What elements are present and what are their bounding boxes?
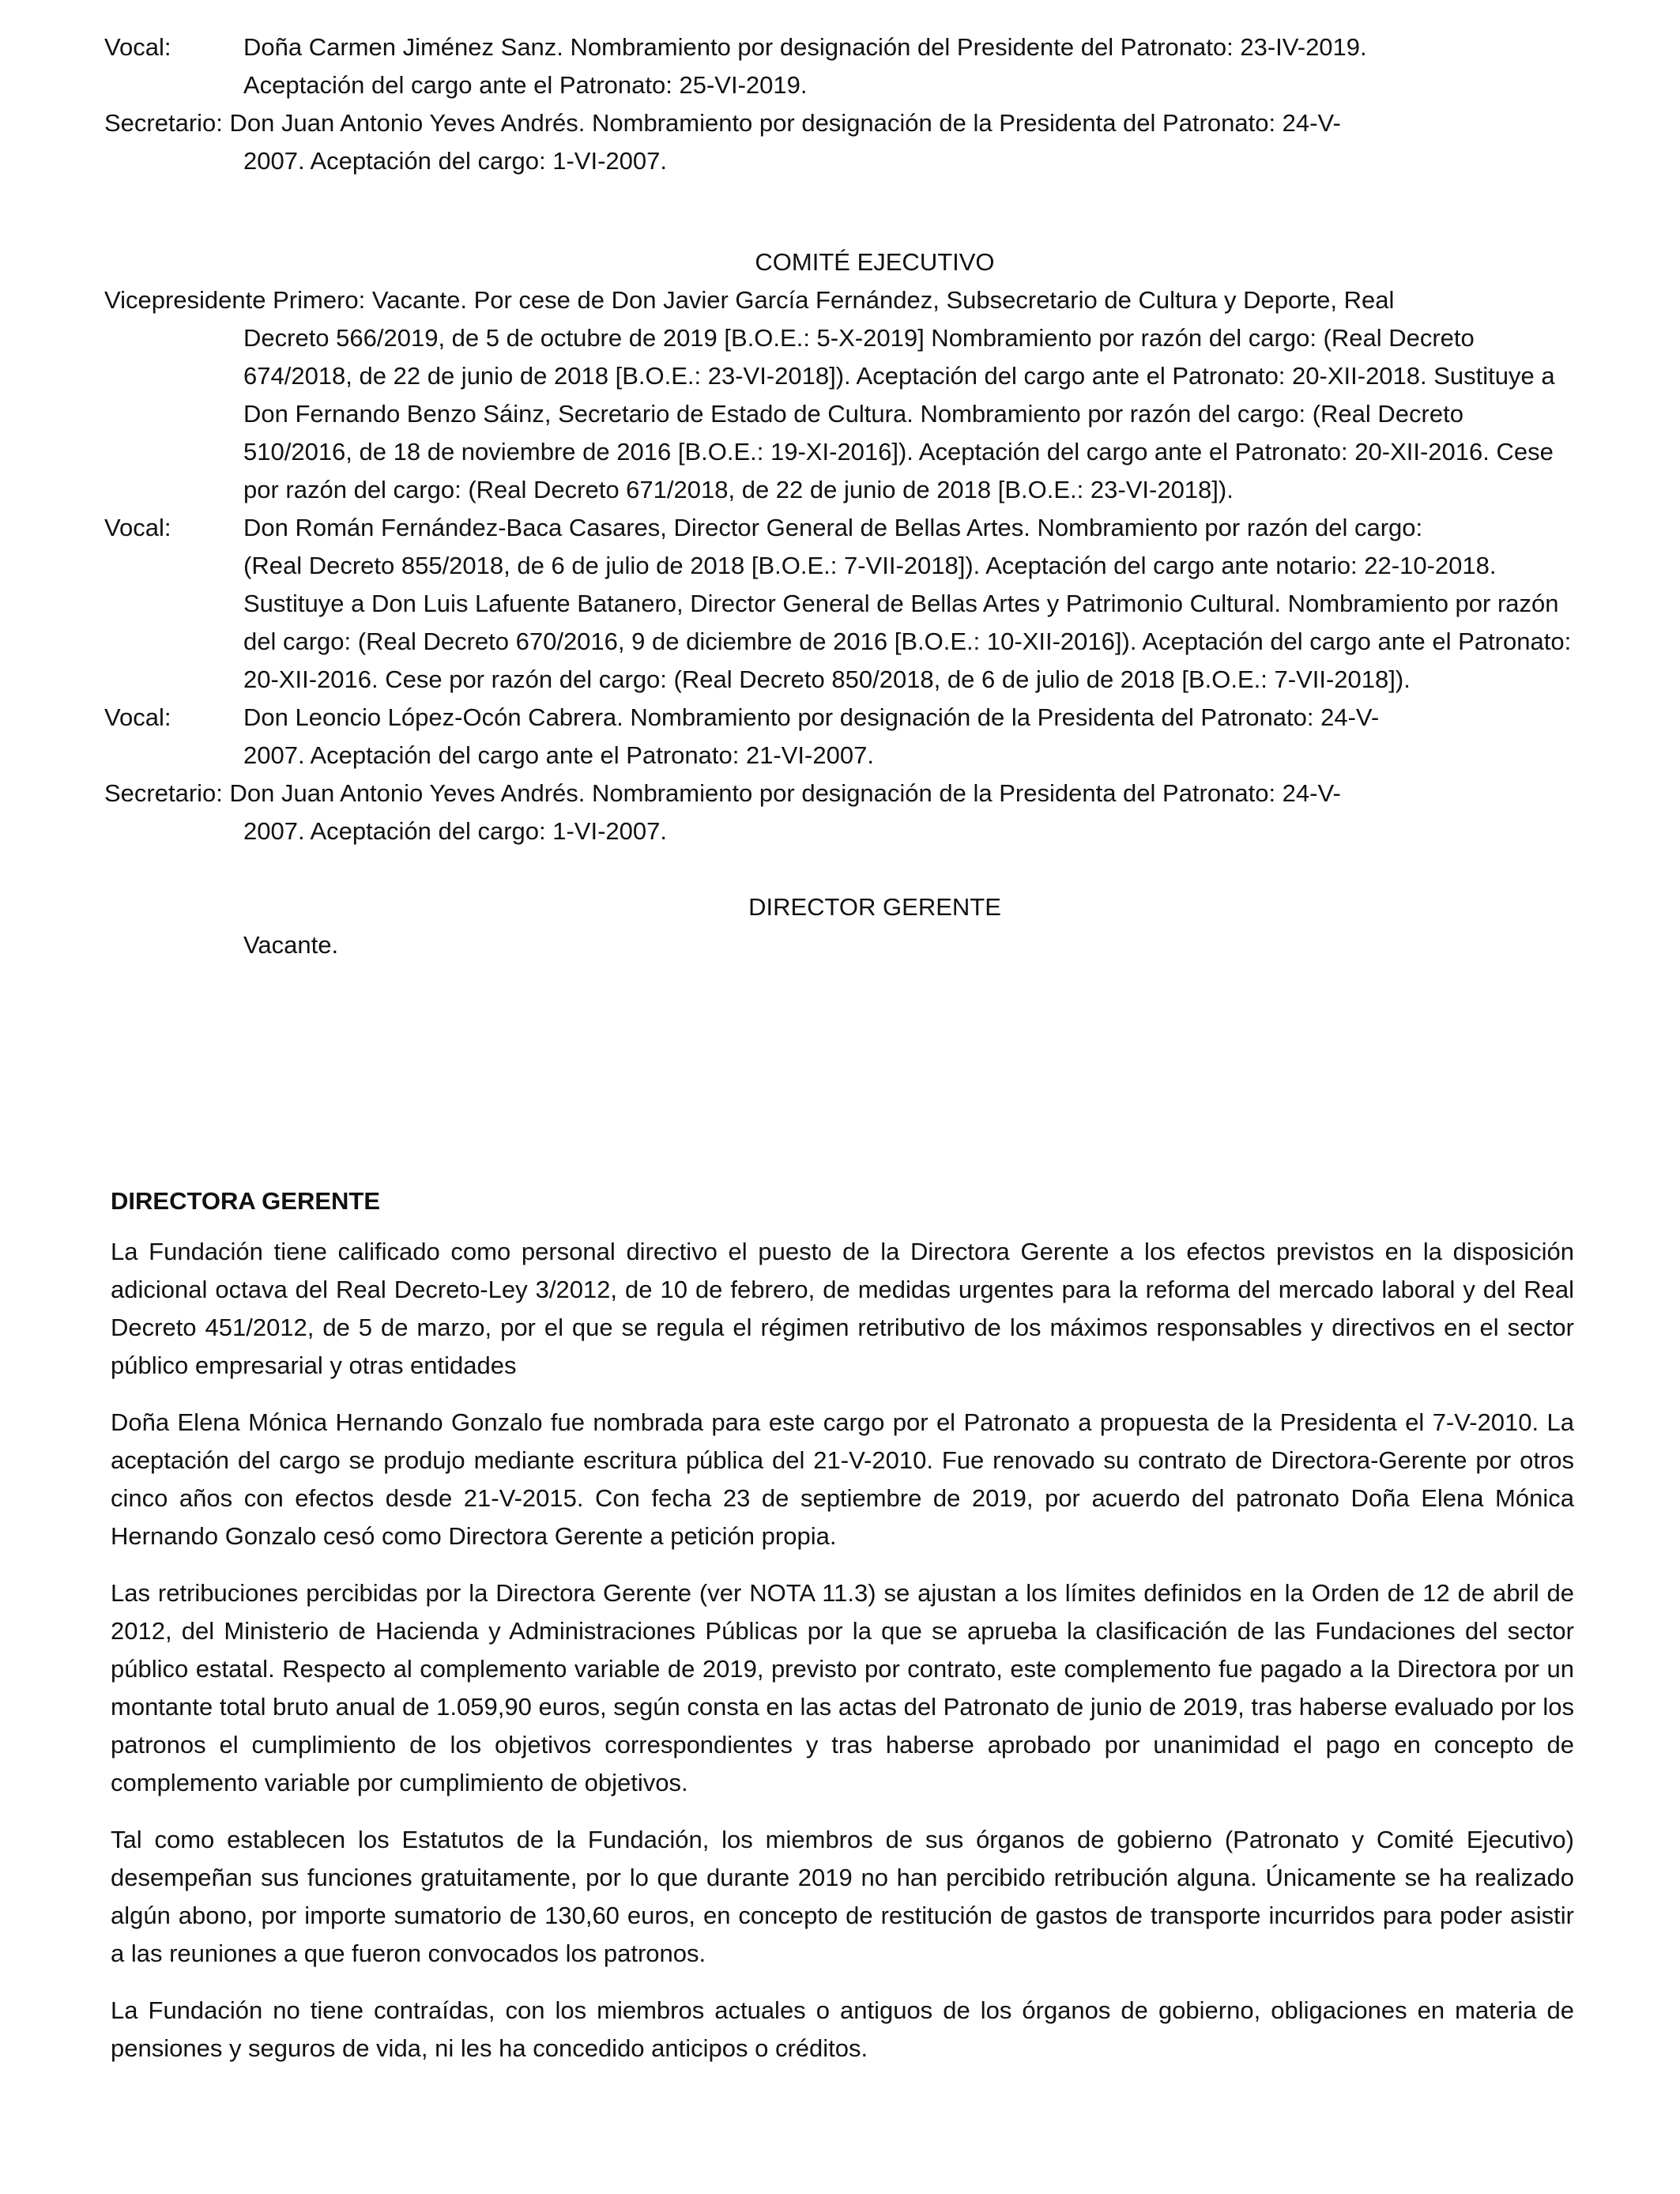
- entry-continuation: 2007. Aceptación del cargo: 1-VI-2007.: [243, 817, 667, 845]
- entry-label: Vocal:: [104, 703, 171, 731]
- entry-label: Vicepresidente Primero:: [104, 286, 366, 314]
- directora-section: [111, 1182, 1574, 2087]
- paragraph: Tal como establecen los Estatutos de la Fundación, los miembros de sus órganos de gobierno (Patronato y Comité Ejecutivo) desempeñan sus funciones gratuitamente, por lo que durante 2019 no han percibido retribución alguna. Únicamente se ha realizado algún abono, por importe sumatorio de 130,60 euros, en concepto de restitución de gastos de transporte incurridos para poder asistir a las reuniones a que fueron convocados los patronos.: [111, 1826, 1574, 1967]
- comite-vocal-entry: [104, 509, 1574, 699]
- comite-vocal-entry: [104, 699, 1574, 775]
- entry-label: Secretario:: [104, 109, 223, 137]
- director-heading: DIRECTOR GERENTE: [748, 893, 1001, 921]
- entry-text: Don Juan Antonio Yeves Andrés. Nombramiento por designación de la Presidenta del Patronato: 24-V-: [229, 779, 1341, 807]
- entry-label: Secretario:: [104, 779, 223, 807]
- director-status: Vacante.: [243, 931, 339, 959]
- entry-label: Vocal:: [104, 514, 171, 541]
- entry-continuation: 2007. Aceptación del cargo ante el Patronato: 21-VI-2007.: [243, 741, 874, 769]
- patronato-vocal-entry: [104, 28, 1574, 104]
- entry-text: Don Román Fernández-Baca Casares, Director General de Bellas Artes. Nombramiento por razón del cargo:: [243, 514, 1423, 541]
- entry-text: Don Leoncio López-Ocón Cabrera. Nombramiento por designación de la Presidenta del Patronato: 24-V-: [243, 703, 1380, 731]
- spacer: [104, 850, 1574, 888]
- comite-vicepresidente-entry: [104, 281, 1574, 509]
- paragraph: Las retribuciones percibidas por la Directora Gerente (ver NOTA 11.3) se ajustan a los límites definidos en la Orden de 12 de abril de 2012, del Ministerio de Hacienda y Administraciones Públicas por la que se aprueba la clasificación de las Fundaciones del sector público estatal. Respecto al complemento variable de 2019, previsto por contrato, este complemento fue pagado a la Directora por un montante total bruto anual de 1.059,90 euros, según consta en las actas del Patronato de junio de 2019, tras haberse evaluado por los patronos el cumplimiento de los objetivos correspondientes y tras haberse aprobado por unanimidad el pago en concepto de complemento variable por cumplimiento de objetivos.: [111, 1579, 1574, 1796]
- entry-continuation: (Real Decreto 855/2018, de 6 de julio de 2018 [B.O.E.: 7-VII-2018]). Aceptación del cargo ante notario: 22-10-2018. Sustituye a Don Luis Lafuente Batanero, Director General de Bellas Artes y Patrimonio Cultural. Nombramiento por razón del cargo: (Real Decreto 670/2016, 9 de diciembre de 2016 [B.O.E.: 10-XII-2016]). Aceptación del cargo ante el Patronato: 20-XII-2016. Cese por razón del cargo: (Real Decreto 850/2018, de 6 de julio de 2018 [B.O.E.: 7-VII-2018]).: [243, 552, 1572, 693]
- entry-text: Don Juan Antonio Yeves Andrés. Nombramiento por designación de la Presidenta del Patronato: 24-V-: [229, 109, 1341, 137]
- entry-continuation: Decreto 566/2019, de 5 de octubre de 2019 [B.O.E.: 5-X-2019] Nombramiento por razón del cargo: (Real Decreto 674/2018, de 22 de junio de 2018 [B.O.E.: 23-VI-2018]). Aceptación del cargo ante el Patronato: 20-XII-2018. Sustituye a Don Fernando Benzo Sáinz, Secretario de Estado de Cultura. Nombramiento por razón del cargo: (Real Decreto 510/2016, de 18 de noviembre de 2016 [B.O.E.: 19-XI-2016]). Aceptación del cargo ante el Patronato: 20-XII-2016. Cese por razón del cargo: (Real Decreto 671/2018, de 22 de junio de 2018 [B.O.E.: 23-VI-2018]).: [243, 324, 1555, 503]
- patronato-secretario-entry: [104, 104, 1574, 180]
- entry-text: Doña Carmen Jiménez Sanz. Nombramiento por designación del Presidente del Patronato: 23-IV-2019.: [243, 33, 1367, 61]
- paragraph: La Fundación tiene calificado como personal directivo el puesto de la Directora Gerente a los efectos previstos en la disposición adicional octava del Real Decreto-Ley 3/2012, de 10 de febrero, de medidas urgentes para la reforma del mercado laboral y del Real Decreto 451/2012, de 5 de marzo, por el que se regula el régimen retributivo de los máximos responsables y directivos en el sector público empresarial y otras entidades: [111, 1238, 1574, 1379]
- governance-listing: [104, 28, 1574, 964]
- section-title: DIRECTORA GERENTE: [111, 1187, 381, 1215]
- comite-heading: COMITÉ EJECUTIVO: [755, 248, 995, 276]
- paragraph: La Fundación no tiene contraídas, con los miembros actuales o antiguos de los órganos de gobierno, obligaciones en materia de pensiones y seguros de vida, ni les ha concedido anticipos o créditos.: [111, 1996, 1574, 2062]
- comite-secretario-entry: [104, 775, 1574, 850]
- paragraph: Doña Elena Mónica Hernando Gonzalo fue nombrada para este cargo por el Patronato a propuesta de la Presidenta el 7-V-2010. La aceptación del cargo se produjo mediante escritura pública del 21-V-2010. Fue renovado su contrato de Directora-Gerente por otros cinco años con efectos desde 21-V-2015. Con fecha 23 de septiembre de 2019, por acuerdo del patronato Doña Elena Mónica Hernando Gonzalo cesó como Directora Gerente a petición propia.: [111, 1408, 1574, 1550]
- entry-text: Vacante. Por cese de Don Javier García Fernández, Subsecretario de Cultura y Deporte, Real: [371, 286, 1395, 314]
- entry-continuation: 2007. Aceptación del cargo: 1-VI-2007.: [243, 147, 667, 175]
- entry-label: Vocal:: [104, 33, 171, 61]
- spacer: [104, 180, 1574, 243]
- entry-continuation: Aceptación del cargo ante el Patronato: 25-VI-2019.: [243, 71, 808, 99]
